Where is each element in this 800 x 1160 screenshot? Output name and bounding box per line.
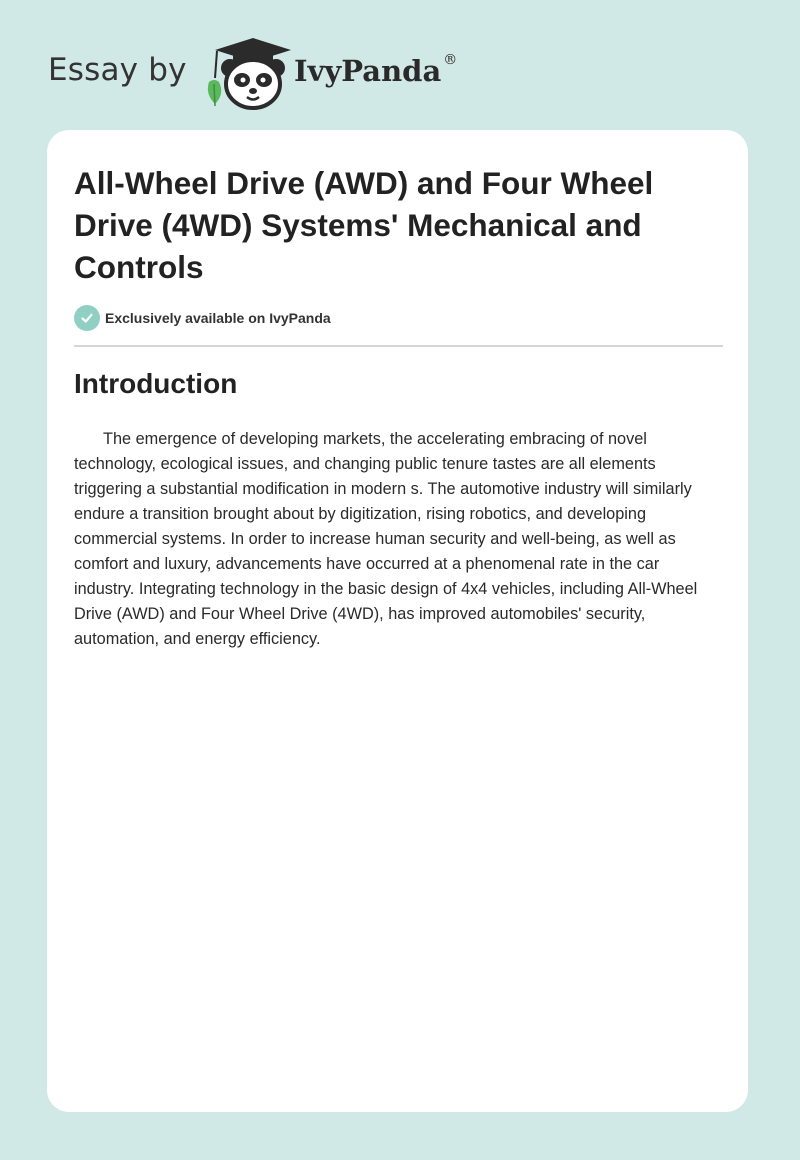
site-header — [48, 34, 548, 114]
check-icon — [74, 305, 100, 331]
registered-mark: ® — [443, 52, 458, 68]
brand-label: IvyPanda — [294, 54, 442, 88]
badge-label: Exclusively available on IvyPanda — [105, 310, 331, 326]
exclusive-badge — [74, 305, 331, 331]
divider — [74, 345, 723, 347]
panda-graduate-icon[interactable] — [203, 34, 293, 114]
brand-name[interactable] — [294, 54, 457, 88]
body-paragraph: The emergence of developing markets, the accelerating embracing of novel technology, ecological issues, and changing public tenure tastes are all elements triggering a substantial modification in modern s. The automotive industry will similarly endure a transition brought about by digitization, rising robotics, and developing commercial systems. In order to increase human security and well-being, as well as comfort and luxury, advancements have occurred at a phenomenal rate in the car industry. Integrating technology in the basic design of 4x4 vehicles, including All-Wheel Drive (AWD) and Four Wheel Drive (4WD), has improved automobiles' security, automation, and energy efficiency. — [74, 430, 698, 648]
section-heading: Introduction — [74, 368, 238, 399]
essay-by-label: Essay by — [48, 52, 187, 88]
essay-card — [47, 130, 748, 1112]
essay-title: All-Wheel Drive (AWD) and Four Wheel Drive (4WD) Systems' Mechanical and Controls — [74, 165, 654, 285]
